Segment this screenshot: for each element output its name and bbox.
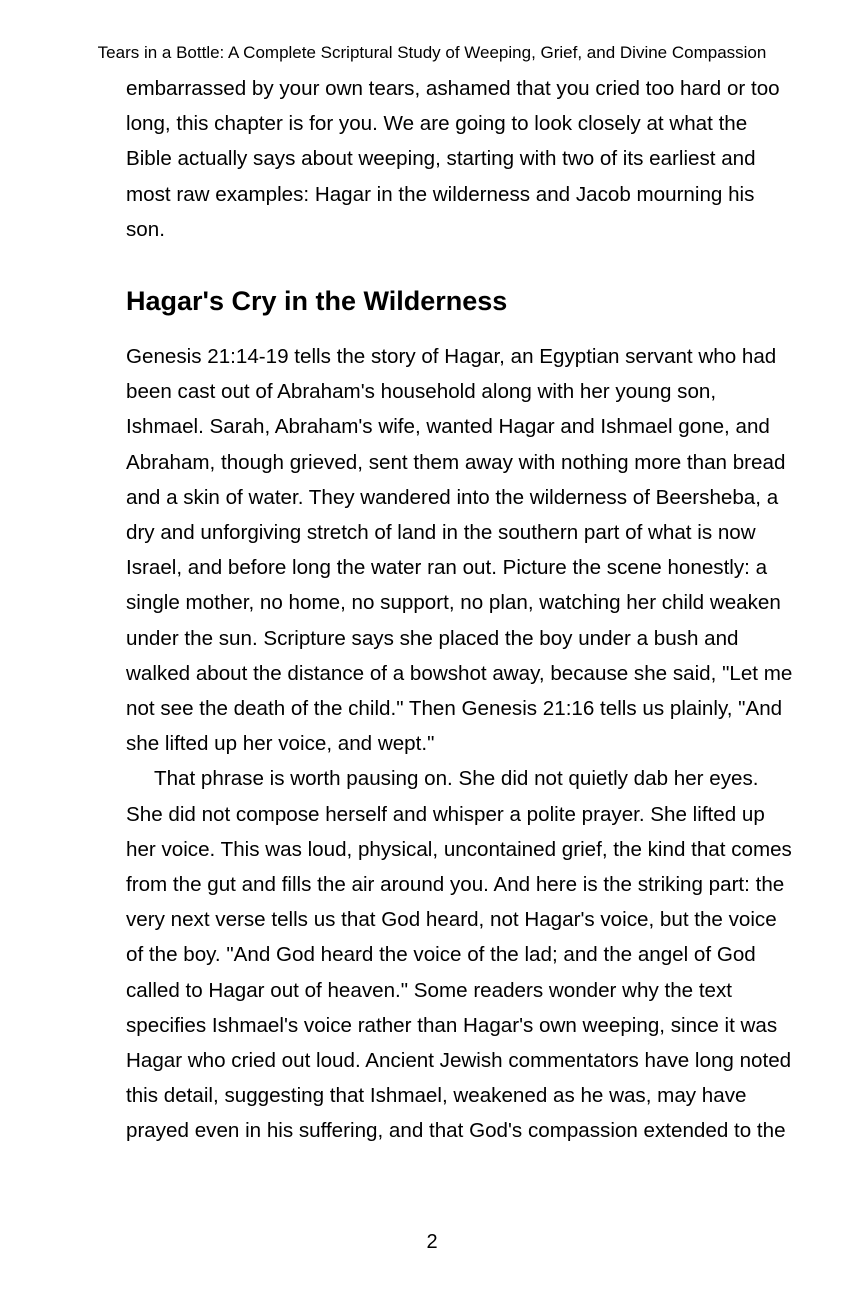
page-number: 2: [426, 1231, 438, 1253]
body-paragraph: Genesis 21:14-19 tells the story of Hagar, an Egyptian servant who had been cast out of Abraham's household along with her young son, Ishmael. Sarah, Abraham's wife, wanted Hagar and Ishmael gone, and Abraham, though grieved, sent them away with nothing more than bread and a skin of water. They wandered into the wilderness of Beersheba, a dry and unforgiving stretch of land in the southern part of what is now Israel, and before long the water ran out. Picture the scene honestly: a single mother, no home, no support, no plan, watching her child weaken under the sun. Scripture says she placed the boy under a bush and walked about the distance of a bowshot away, because she said, "Let me not see the death of the child." Then Genesis 21:16 tells us plainly, "And she lifted up her voice, and wept.": [126, 345, 793, 756]
section-heading: Hagar's Cry in the Wilderness: [126, 286, 508, 317]
running-header: Tears in a Bottle: A Complete Scriptural Study of Weeping, Grief, and Divine Compassion: [97, 43, 767, 62]
page-body: [126, 71, 798, 1149]
body-paragraph: That phrase is worth pausing on. She did not quietly dab her eyes. She did not compose herself and whisper a polite prayer. She lifted up her voice. This was loud, physical, uncontained grief, the kind that comes from the gut and fills the air around you. And here is the striking part: the very next verse tells us that God heard, not Hagar's voice, but the voice of the boy. "And God heard the voice of the lad; and the angel of God called to Hagar out of heaven." Some readers wonder why the text specifies Ishmael's voice rather than Hagar's own weeping, since it was Hagar who cried out loud. Ancient Jewish commentators have long noted this detail, suggesting that Ishmael, weakened as he was, may have prayed even in his suffering, and that God's compassion extended to the: [126, 767, 792, 1143]
intro-paragraph: embarrassed by your own tears, ashamed that you cried too hard or too long, this chapter is for you. We are going to look closely at what the Bible actually says about weeping, starting with two of its earliest and most raw examples: Hagar in the wilderness and Jacob mourning his son.: [126, 77, 780, 241]
